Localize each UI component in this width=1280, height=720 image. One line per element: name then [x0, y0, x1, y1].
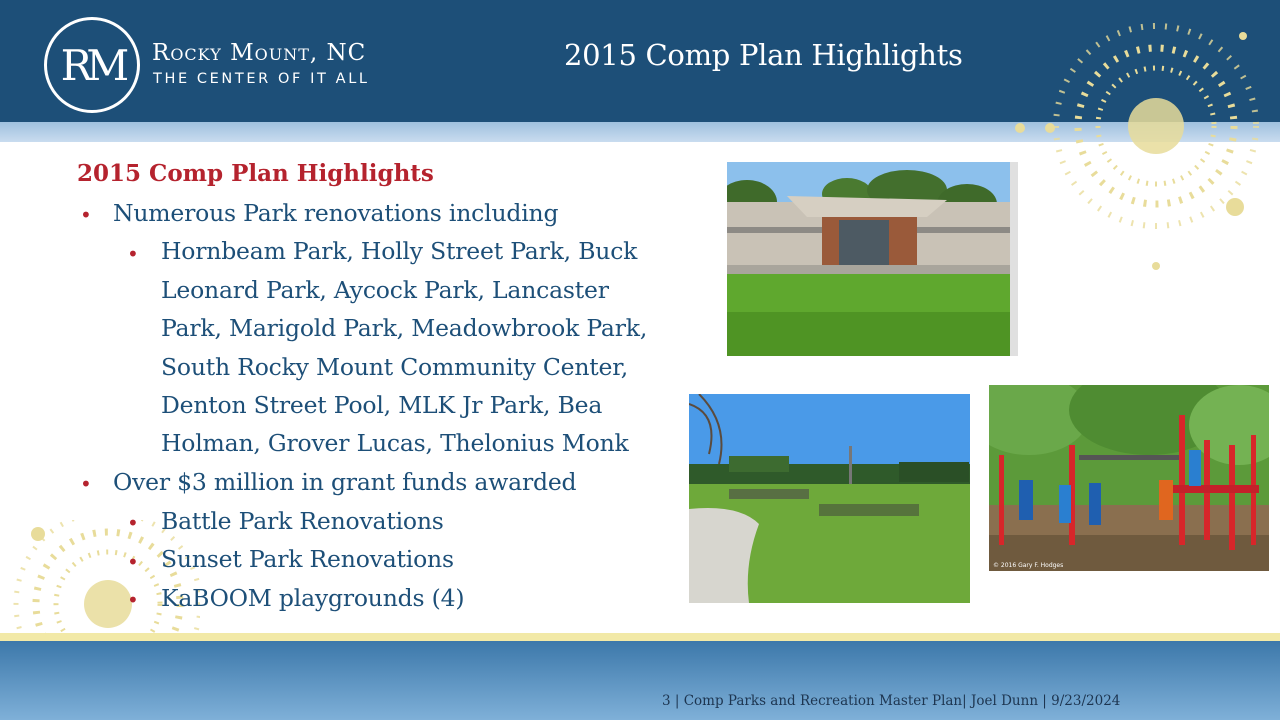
playground-build-photo — [989, 385, 1269, 571]
park-list-line-5: Denton Street Pool, MLK Jr Park, Bea — [161, 391, 603, 419]
org-name: Rocky Mount, NC — [152, 40, 367, 66]
bullet-icon: • — [80, 472, 92, 496]
slide-title: 2015 Comp Plan Highlights — [564, 38, 963, 72]
logo — [44, 17, 140, 113]
bullet-2-text: Over $3 million in grant funds awarded — [113, 468, 577, 496]
park-list-line-3: Park, Marigold Park, Meadowbrook Park, — [161, 314, 648, 342]
sub-bullet-icon: • — [127, 242, 139, 266]
park-list-line-1: Hornbeam Park, Holly Street Park, Buck — [161, 237, 638, 265]
bullet-1-text: Numerous Park renovations including — [113, 199, 559, 227]
park-list-line-6: Holman, Grover Lucas, Thelonius Monk — [161, 429, 629, 457]
bullet-icon: • — [80, 203, 92, 227]
park-path-photo — [689, 394, 970, 603]
park-list-line-2: Leonard Park, Aycock Park, Lancaster — [161, 276, 609, 304]
sub-bullet-icon: • — [127, 550, 139, 574]
footer-text: 3 | Comp Parks and Recreation Master Plan| Joel Dunn | 9/23/2024 — [662, 693, 1121, 709]
org-tagline: THE CENTER OF IT ALL — [153, 71, 370, 87]
community-center-photo — [727, 162, 1018, 356]
sub-bullet-icon: • — [127, 588, 139, 612]
grant-item-1: Battle Park Renovations — [161, 507, 444, 535]
park-list-line-4: South Rocky Mount Community Center, — [161, 353, 628, 381]
grant-item-3: KaBOOM playgrounds (4) — [161, 584, 465, 612]
section-heading: 2015 Comp Plan Highlights — [77, 160, 434, 187]
photo-copyright: © 2016 Gary F. Hodges — [993, 562, 1064, 569]
sub-bullet-icon: • — [127, 511, 139, 535]
dotted-ornament-top-right — [1010, 14, 1280, 274]
logo-monogram: RM — [60, 40, 124, 90]
grant-item-2: Sunset Park Renovations — [161, 545, 454, 573]
footer-accent-line — [0, 633, 1280, 641]
